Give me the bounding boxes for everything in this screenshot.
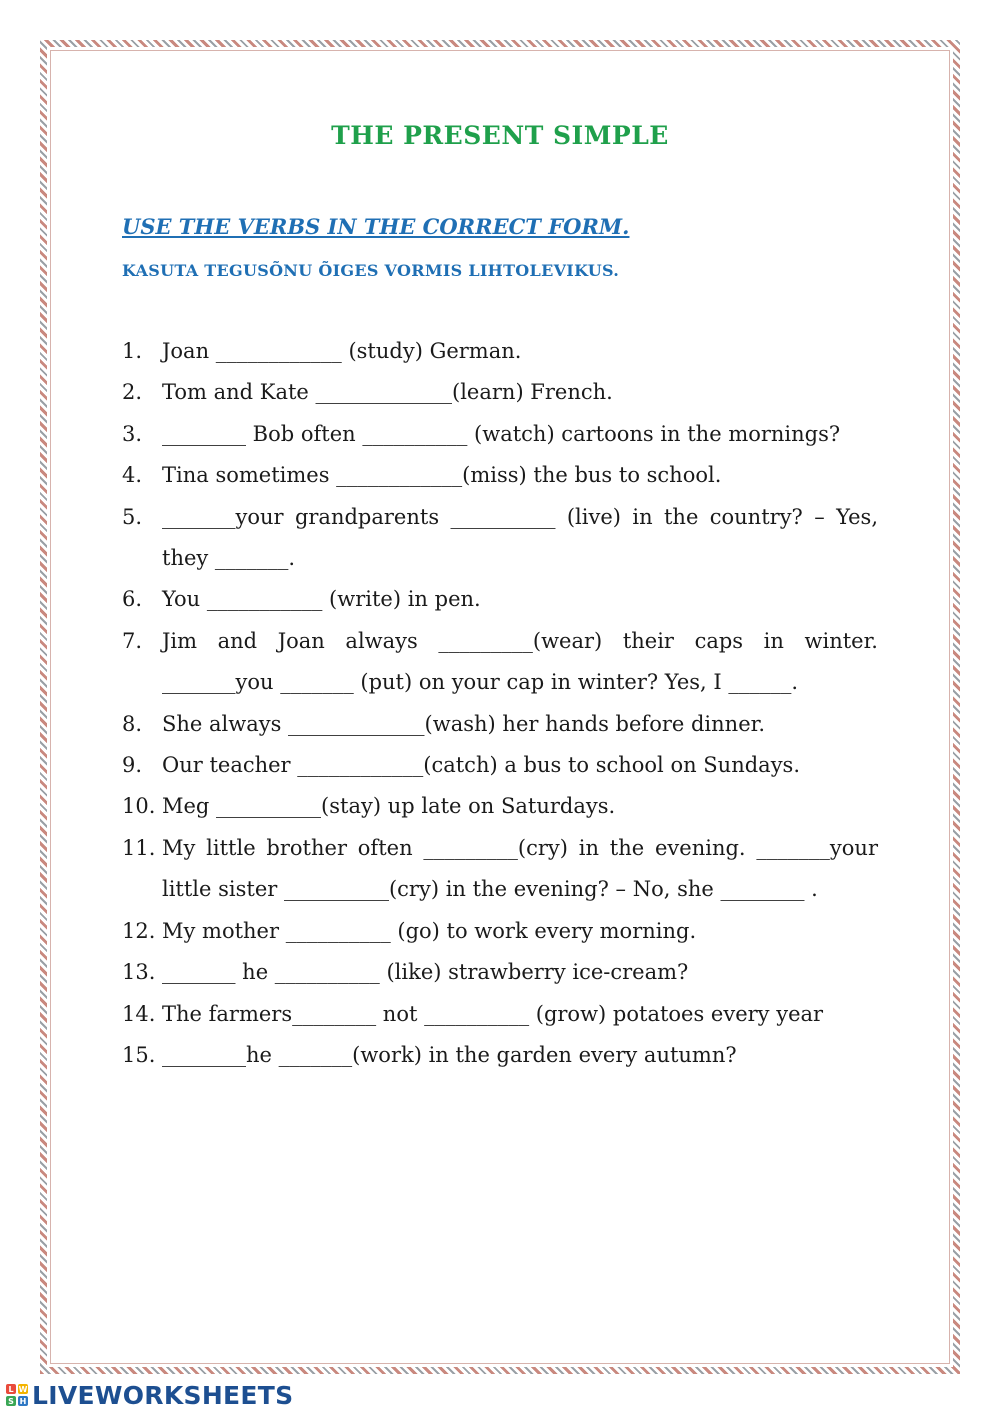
liveworksheets-logo[interactable] xyxy=(6,1380,293,1410)
item-number: 5. xyxy=(122,504,143,529)
instruction-estonian: KASUTA TEGUSÕNU ÕIGES VORMIS LIHTOLEVIKUS. xyxy=(122,261,620,280)
item-text: You ___________ (write) in pen. xyxy=(162,587,481,612)
item-number: 1. xyxy=(122,339,143,363)
item-text: Jim and Joan always _________(wear) their caps in winter. _______you _______ (put) on your cap in winter? Yes, I ______. xyxy=(162,628,878,695)
exercise-item xyxy=(122,828,878,911)
exercise-item xyxy=(122,911,878,952)
exercise-item xyxy=(122,745,878,786)
exercise-item xyxy=(122,372,878,413)
item-number: 14. xyxy=(122,1001,156,1026)
item-text: My little brother often _________(cry) in the evening. _______your little sister __________(cry) in the evening? – No, she ________ . xyxy=(162,835,878,902)
exercise-item xyxy=(122,704,878,745)
exercise-item xyxy=(122,414,878,455)
logo-text: LIVEWORKSHEETS xyxy=(32,1380,294,1410)
item-text: ________he _______(work) in the garden every autumn? xyxy=(162,1042,737,1067)
item-number: 4. xyxy=(122,463,143,488)
item-number: 10. xyxy=(122,794,156,819)
item-text: The farmers________ not __________ (grow) potatoes every year xyxy=(162,1001,824,1026)
item-number: 15. xyxy=(122,1042,156,1067)
item-text: My mother __________ (go) to work every morning. xyxy=(162,918,697,943)
item-text: Joan ____________ (study) German. xyxy=(162,339,522,363)
exercise-item xyxy=(122,455,878,496)
item-text: She always _____________(wash) her hands before dinner. xyxy=(162,711,766,736)
item-number: 2. xyxy=(122,380,143,405)
item-number: 7. xyxy=(122,628,143,653)
instruction-english: USE THE VERBS IN THE CORRECT FORM. xyxy=(122,214,630,239)
item-text: Meg __________(stay) up late on Saturdays. xyxy=(162,794,616,819)
item-number: 6. xyxy=(122,587,143,612)
worksheet-title: THE PRESENT SIMPLE xyxy=(331,121,669,150)
item-number: 12. xyxy=(122,918,156,943)
exercise-list xyxy=(122,331,878,1076)
item-number: 13. xyxy=(122,960,156,985)
item-text: Tom and Kate _____________(learn) French. xyxy=(162,380,613,405)
logo-tile: H xyxy=(19,1396,27,1406)
exercise-item xyxy=(122,331,878,372)
logo-grid-icon xyxy=(6,1384,28,1406)
item-text: _______ he __________ (like) strawberry ice-cream? xyxy=(162,960,689,985)
logo-tile: L xyxy=(6,1384,16,1394)
exercise-item xyxy=(122,621,878,704)
item-number: 9. xyxy=(122,753,143,778)
item-number: 11. xyxy=(122,835,156,860)
item-number: 8. xyxy=(122,711,143,736)
exercise-item xyxy=(122,994,878,1035)
exercise-item xyxy=(122,786,878,827)
exercise-item xyxy=(122,497,878,580)
item-text: Tina sometimes ____________(miss) the bus to school. xyxy=(162,463,722,488)
exercise-item xyxy=(122,1035,878,1076)
item-text: Our teacher ____________(catch) a bus to school on Sundays. xyxy=(162,753,801,778)
exercise-item xyxy=(122,952,878,993)
item-text: _______your grandparents __________ (live) in the country? – Yes, they _______. xyxy=(162,504,878,571)
exercise-item xyxy=(122,579,878,620)
logo-tile: S xyxy=(6,1396,16,1406)
logo-tile: W xyxy=(18,1384,28,1394)
item-number: 3. xyxy=(122,421,143,446)
item-text: ________ Bob often __________ (watch) cartoons in the mornings? xyxy=(162,421,841,446)
